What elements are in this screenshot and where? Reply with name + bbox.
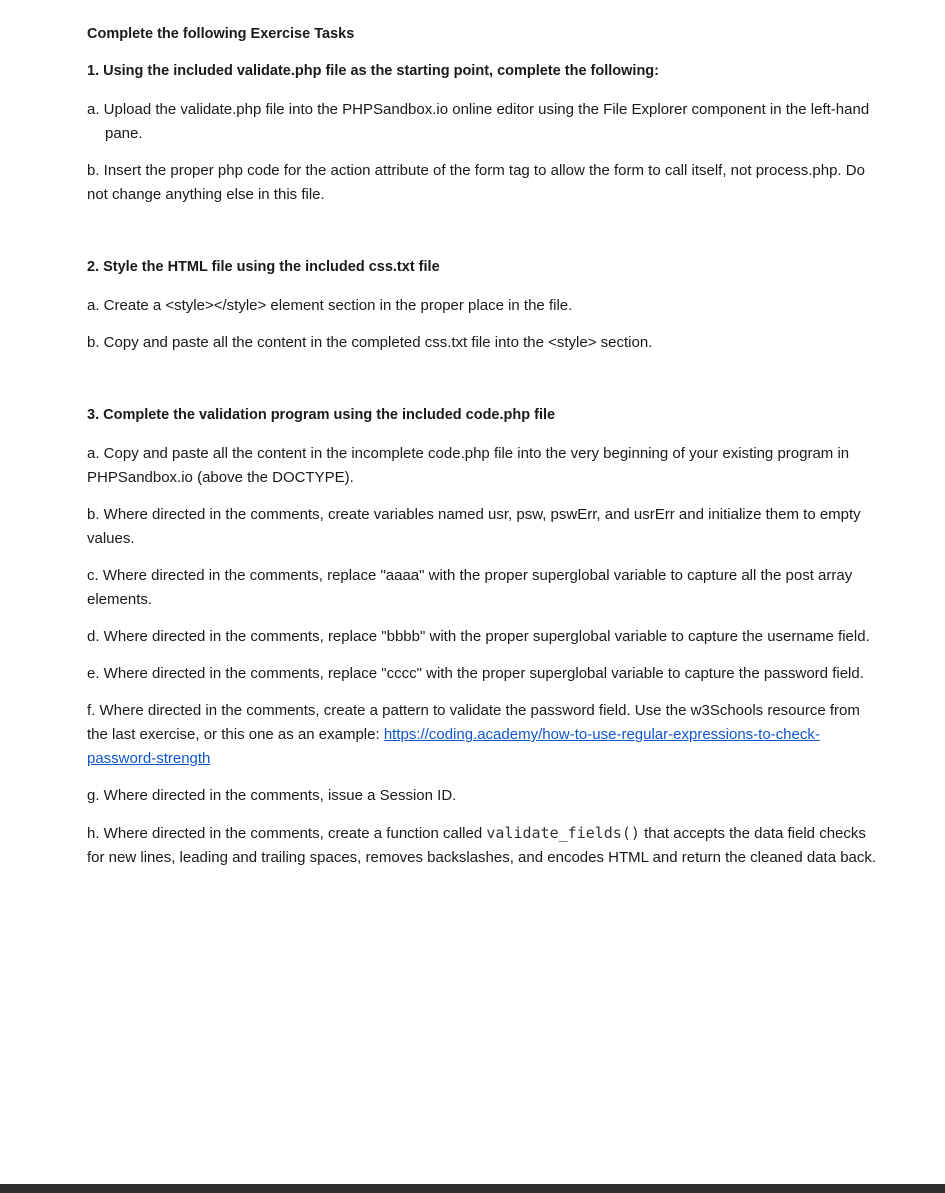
section-3-item-g: g. Where directed in the comments, issue a Session ID. <box>87 787 457 804</box>
section-spacer <box>87 368 877 405</box>
function-name-code: validate_fields() <box>486 824 640 842</box>
section-3-item-c: c. Where directed in the comments, replace "aaaa" with the proper superglobal variable to capture all the post array elements. <box>87 567 853 608</box>
section-3-heading: 3. Complete the validation program using the included code.php file <box>87 407 556 423</box>
password-strength-link[interactable]: https://coding.academy/how-to-use-regular-expressions-to-check-password-strength <box>87 726 820 767</box>
item-h-prefix: h. Where directed in the comments, create a function called <box>87 825 487 842</box>
section-1-item-b: b. Insert the proper php code for the action attribute of the form tag to allow the form to call itself, not process.php. Do not change anything else in this file. <box>87 162 865 203</box>
section-3-item-f <box>87 699 877 771</box>
document-content <box>87 24 877 883</box>
bottom-bar <box>0 1184 945 1193</box>
document-title: Complete the following Exercise Tasks <box>87 26 355 42</box>
section-spacer <box>87 220 877 257</box>
item-f-text: f. Where directed in the comments, create a pattern to validate the password field. Use the w3Schools resource from the last exercise, or this one as an example: <box>87 702 860 743</box>
section-3-item-e: e. Where directed in the comments, replace "cccc" with the proper superglobal variable to capture the password field. <box>87 665 864 682</box>
section-2-item-a: a. Create a <style></style> element section in the proper place in the file. <box>87 297 573 314</box>
item-h-suffix: that accepts the data field checks for new lines, leading and trailing spaces, removes backslashes, and encodes HTML and return the cleaned data back. <box>87 825 877 866</box>
section-1-heading: 1. Using the included validate.php file as the starting point, complete the following: <box>87 63 659 79</box>
section-3-item-h <box>87 821 877 870</box>
section-3-item-a: a. Copy and paste all the content in the incomplete code.php file into the very beginning of your existing program in PHPSandbox.io (above the DOCTYPE). <box>87 445 850 486</box>
section-3-item-d: d. Where directed in the comments, replace "bbbb" with the proper superglobal variable to capture the username field. <box>87 628 870 645</box>
section-2-heading: 2. Style the HTML file using the included css.txt file <box>87 259 440 275</box>
section-1-item-a: a. Upload the validate.php file into the PHPSandbox.io online editor using the File Explorer component in the left-hand pane. <box>87 101 870 142</box>
section-2-item-b: b. Copy and paste all the content in the completed css.txt file into the <style> section. <box>87 334 653 351</box>
section-3-item-b: b. Where directed in the comments, create variables named usr, psw, pswErr, and usrErr and initialize them to empty values. <box>87 506 861 547</box>
